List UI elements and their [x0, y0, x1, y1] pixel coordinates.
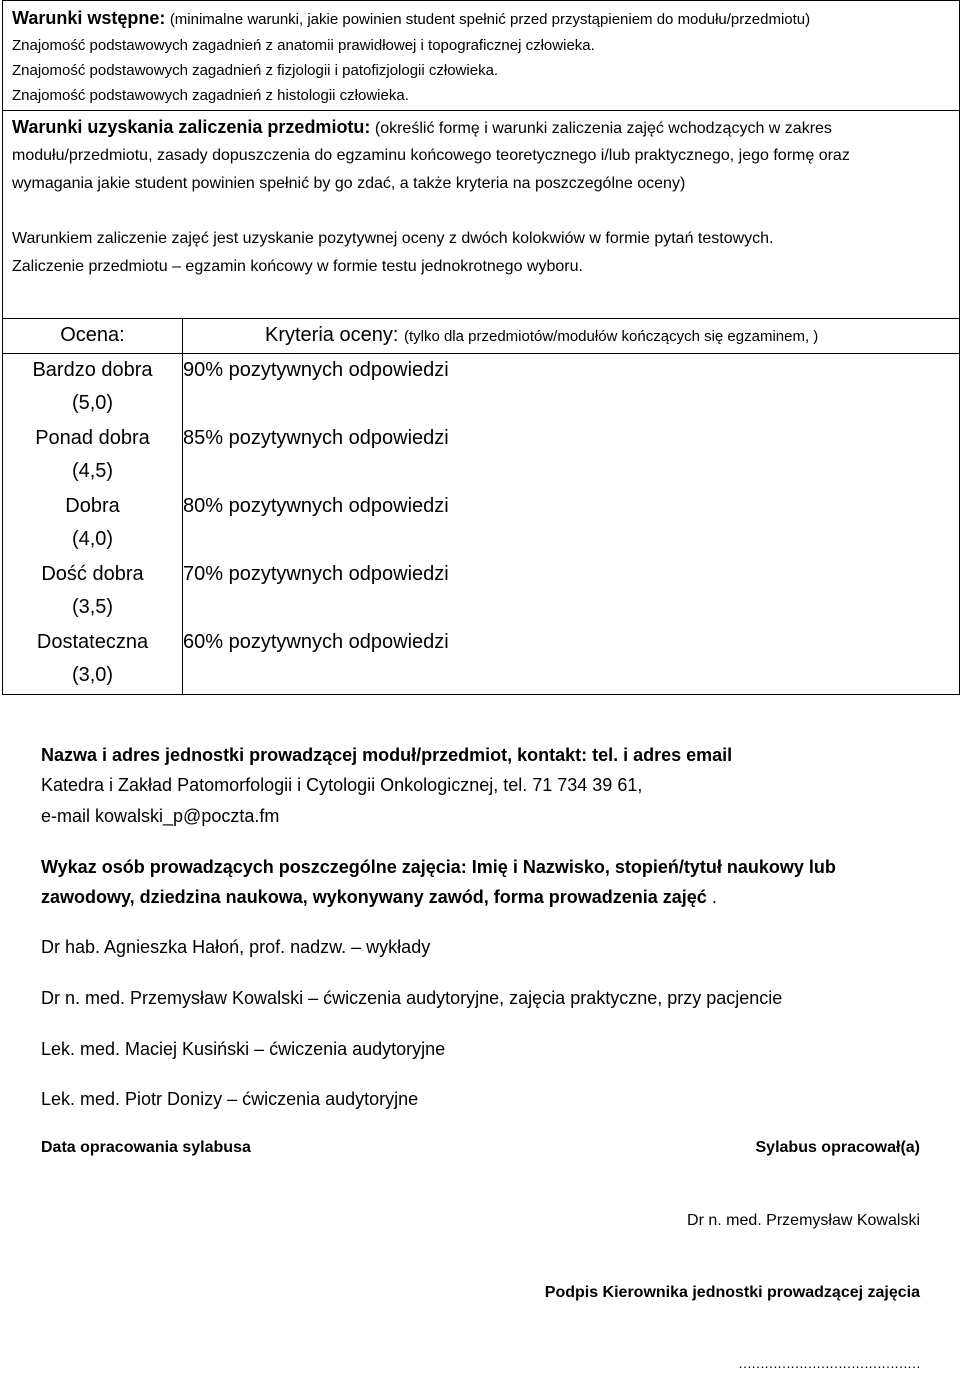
grade-entry-3-0	[3, 626, 182, 694]
criteria-column	[183, 354, 960, 695]
conditions-title: Warunki uzyskania zaliczenia przedmiotu:	[12, 117, 371, 137]
staff-person-2: Dr n. med. Przemysław Kowalski – ćwiczenia audytoryjne, zajęcia praktyczne, przy pacjencie	[41, 988, 783, 1008]
grade-label: Dobra	[65, 495, 120, 517]
staff-person-4: Lek. med. Piotr Donizy – ćwiczenia audytoryjne	[41, 1089, 419, 1109]
grade-value: (3,5)	[71, 596, 114, 618]
grade-label: Dość dobra	[41, 563, 144, 585]
staff-heading-end: .	[711, 887, 717, 907]
grade-value: (3,0)	[71, 664, 114, 686]
grading-table	[2, 318, 960, 695]
criteria-4-0: 80% pozytywnych odpowiedzi	[183, 495, 449, 517]
conditions-heading-line	[12, 117, 832, 138]
criteria-header: Kryteria oceny:	[265, 324, 399, 346]
grade-header: Ocena:	[60, 324, 125, 346]
syllabus-date-label: Data opracowania sylabusa	[41, 1139, 251, 1156]
signature-dots: ……………………………………	[738, 1355, 920, 1371]
criteria-3-5: 70% pozytywnych odpowiedzi	[183, 563, 449, 585]
grade-value: (4,0)	[71, 528, 114, 550]
conditions-note-3: wymagania jakie student powinien spełnić by go zdać, a także kryteria na poszczególne oceny)	[12, 175, 686, 192]
syllabus-author-label: Sylabus opracował(a)	[755, 1139, 920, 1156]
prereq-line-2: Znajomość podstawowych zagadnień z fizjologii i patofizjologii człowieka.	[12, 62, 499, 79]
prereq-note: (minimalne warunki, jakie powinien student spełnić przed przystąpieniem do modułu/przedmiotu)	[169, 11, 811, 28]
prereq-title: Warunki wstępne:	[12, 8, 166, 28]
conditions-note-2: modułu/przedmiotu, zasady dopuszczenia do egzaminu końcowego teoretycznego i/lub praktycznego, jego formę oraz	[12, 147, 850, 164]
grade-entry-4-0	[3, 490, 182, 558]
criteria-5-0: 90% pozytywnych odpowiedzi	[183, 359, 449, 381]
criteria-header-cell	[183, 319, 960, 354]
grades-column	[3, 354, 183, 695]
staff-person-3: Lek. med. Maciej Kusiński – ćwiczenia audytoryjne	[41, 1039, 446, 1059]
grade-label: Ponad dobra	[35, 427, 150, 449]
syllabus-author-name: Dr n. med. Przemysław Kowalski	[687, 1212, 920, 1229]
unit-email: e-mail kowalski_p@poczta.fm	[41, 806, 280, 826]
grade-value: (4,5)	[71, 460, 114, 482]
grade-label: Dostateczna	[36, 631, 149, 653]
grade-label: Bardzo dobra	[32, 359, 153, 381]
grading-header-row	[3, 319, 960, 354]
criteria-4-5: 85% pozytywnych odpowiedzi	[183, 427, 449, 449]
unit-address: Katedra i Zakład Patomorfologii i Cytologii Onkologicznej, tel. 71 734 39 61,	[41, 775, 643, 795]
staff-heading-1: Wykaz osób prowadzących poszczególne zajęcia: Imię i Nazwisko, stopień/tytuł naukowy lub	[41, 857, 836, 877]
staff-heading-line-2	[41, 887, 717, 908]
grade-entry-5-0	[3, 354, 182, 422]
criteria-header-note: (tylko dla przedmiotów/modułów kończących się egzaminem, )	[403, 328, 819, 345]
grade-value: (5,0)	[71, 392, 114, 414]
unit-heading: Nazwa i adres jednostki prowadzącej moduł/przedmiot, kontakt: tel. i adres email	[41, 745, 733, 765]
grade-entry-4-5	[3, 422, 182, 490]
conditions-text-2: Zaliczenie przedmiotu – egzamin końcowy w formie testu jednokrotnego wyboru.	[12, 258, 583, 275]
staff-person-1: Dr hab. Agnieszka Hałoń, prof. nadzw. – wykłady	[41, 937, 431, 957]
criteria-3-0: 60% pozytywnych odpowiedzi	[183, 631, 449, 653]
head-signature-label: Podpis Kierownika jednostki prowadzącej zajęcia	[544, 1284, 920, 1301]
grade-header-cell	[3, 319, 183, 354]
prereq-line-1: Znajomość podstawowych zagadnień z anatomii prawidłowej i topograficznej człowieka.	[12, 37, 595, 54]
prereq-heading-line	[12, 8, 810, 29]
grading-body-row	[3, 354, 960, 695]
conditions-note-1: (określić formę i warunki zaliczenia zajęć wchodzących w zakres	[374, 120, 832, 137]
conditions-section	[2, 110, 960, 319]
prereq-line-3: Znajomość podstawowych zagadnień z histologii człowieka.	[12, 87, 409, 104]
conditions-text-1: Warunkiem zaliczenie zajęć jest uzyskanie pozytywnej oceny z dwóch kolokwiów w formie pytań testowych.	[12, 230, 774, 247]
grade-entry-3-5	[3, 558, 182, 626]
staff-heading-2: zawodowy, dziedzina naukowa, wykonywany zawód, forma prowadzenia zajęć	[41, 887, 707, 907]
